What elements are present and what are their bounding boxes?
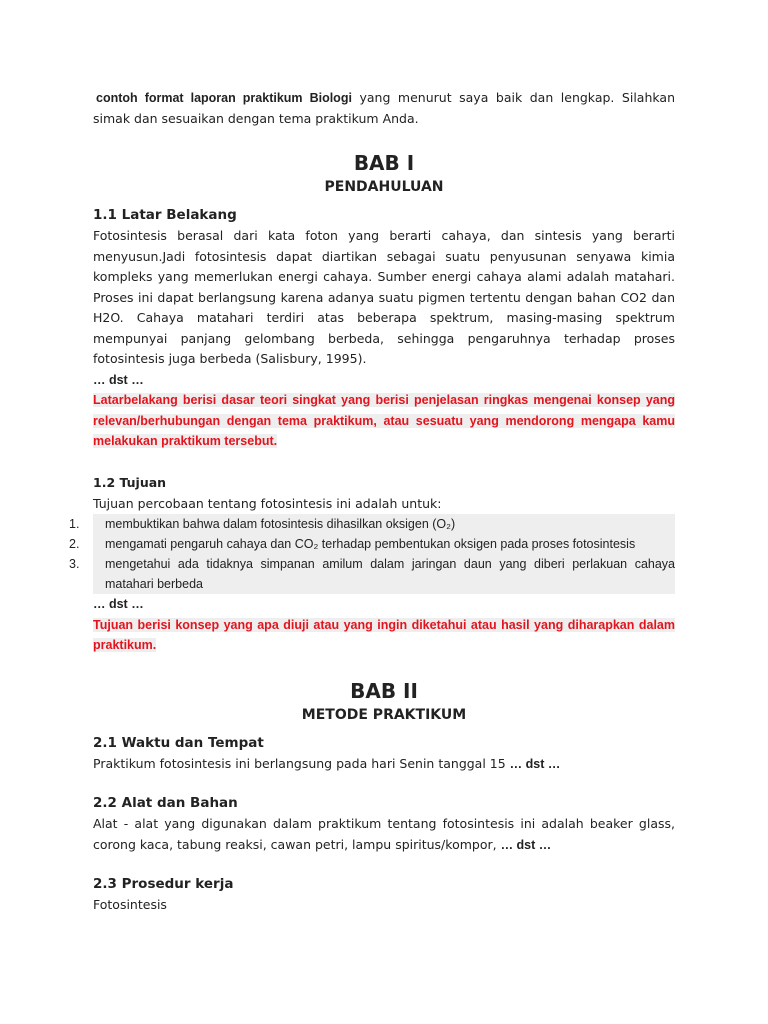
chapter-2-title: BAB II <box>350 678 418 703</box>
list-item-number: 1. <box>69 517 80 531</box>
section-2-1-dst: … dst … <box>509 756 561 771</box>
section-2-3-heading: 2.3 Prosedur kerja <box>93 876 234 892</box>
section-1-2-note <box>93 615 675 656</box>
section-2-2-dst: … dst … <box>500 837 552 852</box>
chapter-1-subtitle: PENDAHULUAN <box>324 179 444 195</box>
chapter-1-title: BAB I <box>353 151 415 175</box>
section-2-1-body <box>93 754 675 775</box>
section-1-1-note-text: Latarbelakang berisi dasar teori singkat yang berisi penjelasan ringkas mengenai konsep yang relevan/berhubungan dengan tema praktikum, atau sesuatu yang mendorong mengapa kamu melakukan praktikum tersebut. <box>93 393 675 448</box>
section-2-1-heading: 2.1 Waktu dan Tempat <box>93 734 264 751</box>
section-1-1-note <box>93 390 675 452</box>
section-1-1-heading: 1.1 Latar Belakang <box>93 207 237 223</box>
section-2-2-heading: 2.2 Alat dan Bahan <box>93 795 238 811</box>
section-2-2-body <box>93 814 675 855</box>
list-item-number: 2. <box>69 537 80 551</box>
objectives-list <box>69 514 675 594</box>
intro-bold: contoh format laporan praktikum Biologi <box>96 91 352 105</box>
section-2-2-text: Alat - alat yang digunakan dalam praktikum tentang fotosintesis ini adalah beaker glass, corong kaca, tabung reaksi, cawan petri, lampu spiritus/kompor, <box>93 816 675 852</box>
list-item-text: mengetahui ada tidaknya simpanan amilum dalam jaringan daun yang diberi perlakuan cahaya matahari berbeda <box>93 554 675 594</box>
section-1-2-note-text: Tujuan berisi konsep yang apa diuji atau yang ingin diketahui atau hasil yang diharapkan dalam praktikum. <box>93 617 675 652</box>
document-content <box>69 88 675 916</box>
section-1-2-heading: 1.2 Tujuan <box>93 474 167 490</box>
list-item <box>69 554 675 594</box>
section-1-1-body: Fotosintesis berasal dari kata foton yang berarti cahaya, dan sintesis yang berarti menyusun.Jadi fotosintesis dapat diartikan sebagai suatu penyusunan senyawa kimia kompleks yang memerlukan energi cahaya. Sumber energi cahaya alami adalah matahari. Proses ini dapat berlangsung karena adanya suatu pigmen tertentu dengan bahan CO2 dan H2O. Cahaya matahari terdiri atas beberapa spektrum, masing-masing spektrum mempunyai panjang gelombang berbeda, sehingga pengaruhnya terhadap proses fotosintesis juga berbeda (Salisbury, 1995). <box>93 228 675 366</box>
section-1-2-lead: Tujuan percobaan tentang fotosintesis ini adalah untuk: <box>93 495 442 511</box>
intro-rest: yang menurut saya baik dan lengkap. Silahkan simak dan sesuaikan dengan tema praktikum Anda. <box>93 90 675 126</box>
intro-paragraph <box>93 88 675 129</box>
section-1-2-dst: … dst … <box>93 597 144 611</box>
chapter-2-subtitle: METODE PRAKTIKUM <box>301 706 467 723</box>
list-item <box>69 514 675 534</box>
list-item-number: 3. <box>69 557 80 571</box>
list-item-text: membuktikan bahwa dalam fotosintesis dihasilkan oksigen (O₂) <box>93 514 675 534</box>
list-item <box>69 534 675 554</box>
section-2-1-text: Praktikum fotosintesis ini berlangsung pada hari Senin tanggal 15 <box>93 755 510 771</box>
section-2-3-body: Fotosintesis <box>93 897 167 912</box>
section-1-1-dst: … dst … <box>93 372 144 387</box>
list-item-text: mengamati pengaruh cahaya dan CO₂ terhadap pembentukan oksigen pada proses fotosintesis <box>93 534 675 554</box>
